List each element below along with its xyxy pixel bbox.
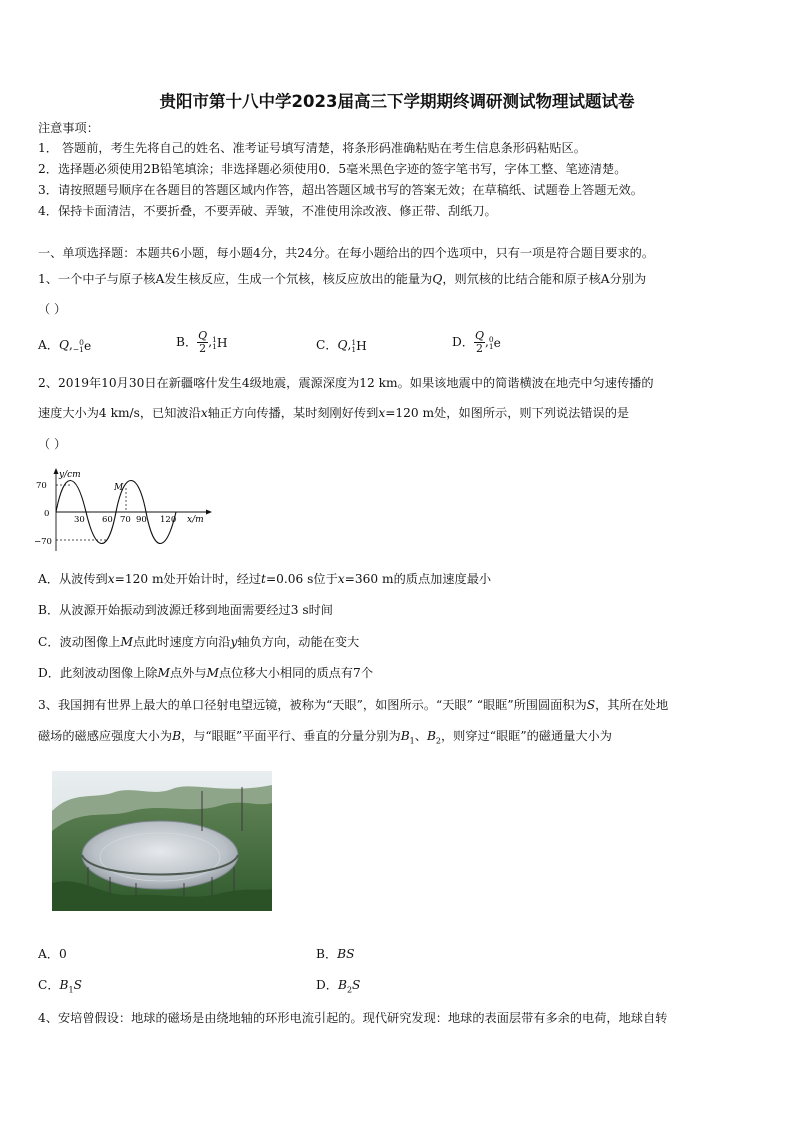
q1-option-d-sup: 0 xyxy=(488,335,494,344)
q2-option-d-m1: M xyxy=(157,666,170,680)
q1-option-d-num: Q xyxy=(474,329,484,342)
q1-option-b-sym: H xyxy=(216,335,228,350)
q3-stem-line-2-b2: B xyxy=(426,729,436,743)
q1-option-c-q: Q xyxy=(337,338,348,352)
q2-option-a-m1: =120 m处开始计时，经过 xyxy=(114,572,262,586)
q1-option-c-sub: 1 xyxy=(351,345,357,354)
wave-graph-y-label: y/cm xyxy=(59,470,81,480)
q1-option-a-nuclide xyxy=(73,338,91,354)
q4-stem-line-1: 4、安培曾假设：地球的磁场是由绕地轴的环形电流引起的。现代研究发现：地球的表面层带有多余的电荷，地球自转 xyxy=(38,1011,668,1025)
q1-option-c-nuclide xyxy=(351,338,366,354)
q3-option-a xyxy=(38,946,67,962)
q2-option-a-t: t xyxy=(261,572,266,586)
q3-option-b-value: BS xyxy=(337,947,355,961)
notice-item-2: 2．选择题必须使用2B铅笔填涂；非选择题必须使用0．5毫米黑色字迹的签字笔书写，字体工整、笔迹清楚。 xyxy=(38,162,627,176)
q3-stem-line-2-mid: ，与“眼眶”平面平行、垂直的分量分别为 xyxy=(181,729,401,743)
q1-option-b-den: 2 xyxy=(199,342,207,355)
q2-option-a-pre: A．从波传到 xyxy=(38,572,108,586)
section-heading: 一、单项选择题：本题共6小题，每小题4分，共24分。在每小题给出的四个选项中，只有一项是符合题目要求的。 xyxy=(38,246,655,260)
q1-option-c-sym: H xyxy=(356,338,367,353)
q3-stem-line-2-b1: B xyxy=(400,729,410,743)
q1-option-b-fraction xyxy=(197,330,208,355)
wave-graph xyxy=(34,465,214,555)
q2-stem-line-2-x2: x xyxy=(378,406,386,420)
q3-stem-line-2-b2-sub: 2 xyxy=(435,736,441,746)
q3-stem-line-1-pre: 3、我国拥有世界上最大的单口径射电望远镜，被称为“天眼”，如图所示。“天眼” “眼眶”所围圆面积为 xyxy=(38,698,587,712)
q3-option-c-b: B xyxy=(59,978,69,992)
q2-stem-line-2-mid: 轴正方向传播，某时刻刚好传到 xyxy=(207,406,379,420)
q2-option-d-pre: D．此刻波动图像上除 xyxy=(38,666,158,680)
q3-stem-line-2-pre: 磁场的磁感应强度大小为 xyxy=(38,729,173,743)
notice-item-4: 4．保持卡面清洁，不要折叠，不要弄破、弄皱，不准使用涂改液、修正带、刮纸刀。 xyxy=(38,204,497,218)
q1-stem-var: Q xyxy=(432,272,443,286)
q2-option-c-pre: C．波动图像上 xyxy=(38,635,121,649)
q2-option-c-mid: 点此时速度方向沿 xyxy=(132,635,231,649)
wave-graph-y-bottom: −70 xyxy=(34,537,52,547)
q1-bracket: （ ） xyxy=(38,302,67,316)
q2-bracket: （ ） xyxy=(38,437,67,451)
q1-option-b-nuclide xyxy=(212,335,227,351)
telescope-photo xyxy=(52,771,272,911)
q1-option-d-label: D． xyxy=(452,335,474,349)
q2-stem-line-2-pre: 速度大小为4 km/s，已知波沿 xyxy=(38,406,201,420)
q3-stem-line-1-s: S xyxy=(586,698,596,712)
q2-stem-line-2-post: =120 m处，如图所示，则下列说法错误的是 xyxy=(385,406,630,420)
q3-option-c-label: C． xyxy=(38,978,60,992)
photo-dish xyxy=(82,821,238,889)
q1-option-a-label: A． xyxy=(38,338,59,352)
q2-option-a-x2: x xyxy=(337,572,345,586)
q3-option-d-label: D． xyxy=(316,978,338,992)
q1-option-d-fraction xyxy=(474,330,485,355)
q1-option-a: A．Q, 0 −1 e xyxy=(38,338,92,354)
wave-graph-x-70: 70 xyxy=(120,515,131,525)
wave-graph-x-arrow xyxy=(206,510,212,515)
q1-option-b-sup: 1 xyxy=(212,335,217,344)
q1-option-b: B． $\frac{Q}{2}$ , 1 1 H xyxy=(176,329,228,355)
q1-option-a-sup: 0 xyxy=(79,338,84,347)
q1-option-d-nuclide xyxy=(489,335,501,351)
q2-option-d-m2: M xyxy=(206,666,219,680)
telescope-illustration xyxy=(52,771,272,911)
q1-option-a-sub: −1 xyxy=(72,345,84,354)
notice-heading: 注意事项： xyxy=(38,121,99,135)
q1-option-b-label: B． xyxy=(176,335,198,349)
q3-option-b-label: B． xyxy=(316,947,338,961)
q1-option-b-sub: 1 xyxy=(212,342,217,351)
q3-stem-line-2-b: B xyxy=(172,729,182,743)
q1-option-b-num: Q xyxy=(198,329,208,342)
q1-option-c-sup: 1 xyxy=(351,338,357,347)
q3-stem-line-1-post: ，其所在处地 xyxy=(595,698,669,712)
q2-option-c xyxy=(38,634,359,650)
q3-option-b xyxy=(316,946,354,962)
wave-graph-y-top: 70 xyxy=(36,481,47,491)
q2-option-c-y: y xyxy=(230,635,238,649)
q1-stem-pre: 1、一个中子与原子核A发生核反应，生成一个氘核，核反应放出的能量为 xyxy=(38,272,433,286)
q2-option-b: B．从波源开始振动到波源迁移到地面需要经过3 s时间 xyxy=(38,603,333,617)
q1-stem-post: ，则氘核的比结合能和原子核A分别为 xyxy=(442,272,647,286)
wave-graph-x-30: 30 xyxy=(74,515,85,525)
q2-option-d-mid: 点外与 xyxy=(169,666,207,680)
q2-option-a-post: =360 m的质点加速度最小 xyxy=(344,572,492,586)
q2-option-c-m: M xyxy=(120,635,133,649)
q3-option-c-s: S xyxy=(73,978,82,992)
q1-option-a-q: Q xyxy=(59,338,69,352)
q3-option-d-b: B xyxy=(337,978,347,992)
q3-stem-line-1 xyxy=(38,697,668,713)
q3-stem-line-2-b1-sub: 1 xyxy=(409,736,415,746)
notice-item-1: 1． 答题前，考生先将自己的姓名、准考证号填写清楚，将条形码准确粘贴在考生信息条形码粘贴区。 xyxy=(38,141,586,155)
wave-graph-point-m: M xyxy=(114,483,124,493)
q1-stem xyxy=(38,271,646,287)
q1-option-d-sub: 1 xyxy=(488,342,494,351)
q3-stem-line-2-post: ，则穿过“眼眶”的磁通量大小为 xyxy=(441,729,612,743)
q3-stem-line-2-sep: 、 xyxy=(414,729,427,743)
q2-option-c-post: 轴负方向，动能在变大 xyxy=(237,635,360,649)
wave-graph-y-zero: 0 xyxy=(44,509,50,519)
notice-item-3: 3．请按照题号顺序在各题目的答题区域内作答，超出答题区域书写的答案无效；在草稿纸、试题卷上答题无效。 xyxy=(38,183,643,197)
q2-option-a xyxy=(38,571,491,587)
q1-option-d-sym: e xyxy=(493,335,501,350)
q2-stem-line-2 xyxy=(38,405,629,421)
wave-graph-y-arrow xyxy=(54,468,59,474)
page-title: 贵阳市第十八中学2023届高三下学期期终调研测试物理试题试卷 xyxy=(159,92,635,111)
q1-option-d-den: 2 xyxy=(475,342,483,355)
q3-option-d xyxy=(316,977,360,998)
q2-option-a-x1: x xyxy=(107,572,115,586)
q1-option-c-label: C． xyxy=(316,338,338,352)
q3-stem-line-2 xyxy=(38,728,612,749)
q3-option-d-s: S xyxy=(352,978,361,992)
q2-stem-line-1: 2、2019年10月30日在新疆喀什发生4级地震，震源深度为12 km。如果该地震中的简谐横波在地壳中匀速传播的 xyxy=(38,376,654,390)
q1-option-a-sym: e xyxy=(83,338,92,353)
wave-graph-x-90: 90 xyxy=(136,515,147,525)
q3-option-c xyxy=(38,977,82,998)
wave-graph-x-60: 60 xyxy=(102,515,113,525)
q3-option-d-sub: 2 xyxy=(346,985,353,995)
q2-option-a-m2: =0.06 s位于 xyxy=(265,572,338,586)
wave-graph-x-label: x/m xyxy=(187,515,204,525)
q2-option-d xyxy=(38,665,373,681)
q2-stem-line-2-x1: x xyxy=(200,406,208,420)
q1-option-d: D． $\frac{Q}{2}$ , 0 1 e xyxy=(452,329,501,355)
q3-option-c-sub: 1 xyxy=(68,985,74,995)
q3-option-a-label: A． xyxy=(38,947,59,961)
wave-graph-x-120: 120 xyxy=(160,515,177,525)
q3-option-a-value: 0 xyxy=(59,947,67,961)
q1-option-c: C．Q, 1 1 H xyxy=(316,338,367,354)
q2-option-d-post: 点位移大小相同的质点有7个 xyxy=(219,666,374,680)
